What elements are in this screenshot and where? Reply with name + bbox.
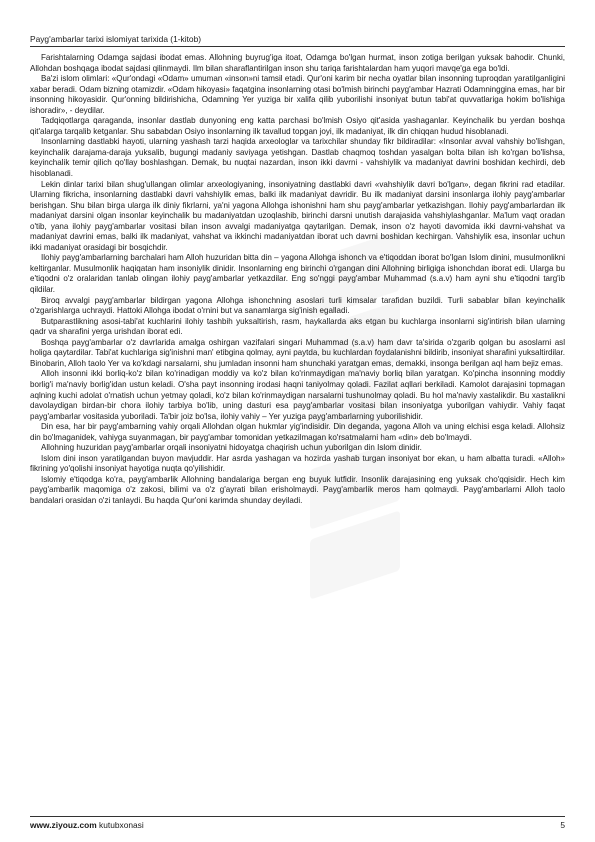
paragraph: Din esa, har bir payg'ambarning vahiy orqali Allohdan olgan hukmlar yig'indisidir. Din deganda, yagona Alloh va uning elchisi esga keladi. Allohsiz din bo'lmaganidek, vahiyga suyanmagan, bir payg'ambar tomonidan yetkazilmagan ko'rsatmalarni ham «din» deb bo'lmaydi. <box>30 422 565 442</box>
paragraph: Ilohiy payg'ambarlarning barchalari ham Alloh huzuridan bitta din – yagona Allohga ishonch va e'tiqoddan iborat bo'lgan Islom dinini, musulmonlikni keltirganlar. Musulmonlik haqiqatan ham insoniylik dinidir. Insonlarning eng birinchi o'rgangan dini Allohning birligiga ishonchdan iborat edi. Ularga bu e'tiqodni o'z oralaridan tanlab olingan ilohiy payg'ambarlar yetkazdilar. Eng so'nggi payg'ambar Muhammad (s.a.v) ham ayni shu e'tiqodni targ'ib qildilar. <box>30 253 565 295</box>
page-footer <box>30 820 144 830</box>
header-divider <box>30 46 565 47</box>
running-header: Payg'ambarlar tarixi islomiyat tarixida (1-kitob) <box>30 34 202 44</box>
paragraph: Ba'zi islom olimlari: «Qur'ondagi «Odam» umuman «inson»ni tamsil etadi. Qur'oni karim bir necha oyatlar bilan insonning tuproqdan yaratilganligini xabar beradi. Odam bizning otamizdir. «Odam hikoyasi» faqatgina insonlarning otasi bo'lmish birinchi payg'ambar Hazrati Odamninggina emas, har bir insonning hikoyasidir. Qur'onning bildirishicha, Odamning Yer yuziga bir xalifa qilib yuborilishi insoniyat butun tabi'at quvvatlariga hokim bo'lishiga ishoradir», - deydilar. <box>30 74 565 115</box>
paragraph: Biroq avvalgi payg'ambarlar bildirgan yagona Allohga ishonchning asoslari turli kimsalar tarafidan buzildi. Turli sabablar bilan keyinchalik o'zgarishlarga uchraydi. Hattoki Allohga ibodat o'rnini but va sanamlarga sig'inish egalladi. <box>30 295 565 316</box>
paragraph: Islom dini inson yaratilgandan buyon mavjuddir. Har asrda yashagan va hozirda yashab turgan insoniyat bor ekan, u ham albatta turadi. «Alloh» fikrining yo'qolishi insoniyat hayotiga nuqta qo'yilishidir. <box>30 453 565 474</box>
paragraph: Lekin dinlar tarixi bilan shug'ullangan olimlar arxeologiyaning, insoniyatning dastlabki davri «vahshiylik davri bo'lgan», degan fikrini rad etadilar. Ularning fikricha, insonlarning dastlabki davri vahshiylik emas, balki ilk madaniyat davridir. Bu ilk madaniyat darsini insonlarga ilohiy payg'ambarlar berishgan. Shu bilan birga ularga ilk diniy fikrlarni, ya'ni yagona Allohga ishonishni ham shu payg'ambarlar yetkazishgan. Ilohiy payg'ambarlardan ilk madaniyat darsini olgan insonlar keyinchalik bu madaniyatdan uzoqlashib, birinchi darsni unutish darajasida vahshiylashganlar. Ma'lum vaqt oradan o'tib, yana ilohiy payg'ambarlar vositasi bilan inson avvalgi madaniyatga qaytarilgan. Demak, inson o'z hayoti davomida ikki davrni-vahshat va madaniyat davrini emas, balki ilk madaniyat, vahshat va ikkinchi madaniyatdan iborat uch davrni boshidan kechirgan. Vahshiylik esa, insonlar uchun ikki madaniyat orasidagi bir bosqichdir. <box>30 179 565 252</box>
paragraph: Tadqiqotlarga qaraganda, insonlar dastlab dunyoning eng katta parchasi bo'lmish Osiyo qit'asida yashaganlar. Keyinchalik bu yerdan boshqa qit'alarga tarqalib ketganlar. Shu sababdan Osiyo insonlarning ilk tavallud topgan joyi, ilk madaniyat, ilk din chiqqan hudud hisoblanadi. <box>30 116 565 136</box>
paragraph: Allohning huzuridan payg'ambarlar orqali insoniyatni hidoyatga chaqirish uchun yuborilgan din Islom dinidir. <box>41 443 422 453</box>
page-body <box>30 53 565 507</box>
page-number: 5 <box>560 820 565 830</box>
paragraph: Alloh insonni ikki borliq-ko'z bilan ko'rinadigan moddiy va ko'z bilan ko'rinmaydigan ma'naviy borliq bilan yaratgan. Ko'pincha insonning moddiy borlig'i ma'naviy borlig'idan ustun keladi. O'sha payt insonning irodasi haqni taniyolmay qoladi. Fazilat aqllari berkiladi. Kamolot darajasini topmagan aqlning kuchi adolat o'rnatish uchun yetmay qoladi, ko'z bilan ko'rinmaydigan narsalarni tushunolmay qoladi. Bu hol ma'naviy xastalikdir. Bu xastalikni davolaydigan birdan-bir chora ilohiy tarbiya bo'lib, uning dasturi esa payg'ambarlar vositasi bilan insoniyatga yuborilgan vahiydir. Vahiy faqat payg'ambarlar vositasida yuboriladi. Ta'bir joiz bo'lsa, ilohiy vahiy – Yer yuziga payg'ambarlarning yuborilishidir. <box>30 369 565 421</box>
paragraph: Boshqa payg'ambarlar o'z davrlarida amalga oshirgan vazifalari singari Muhammad (s.a.v) ham davr ta'sirida o'zgarib qolgan bu asoslarni asl holiga qaytardilar. Tabi'at kuchlariga sig'inishni man' etibgina qolmay, ayni paytda, bu kuchlardan foydalanishni bildirib, insoniyat sharafini yuksaltirdilar. Binobarin, Alloh taolo Yer va ko'kdagi narsalarni, shu jumladan insonni ham shunchaki yaratgan emas, demakki, insonga berilgan aql ham bejiz emas. <box>30 337 565 368</box>
paragraph: Islomiy e'tiqodga ko'ra, payg'ambarlik Allohning bandalariga bergan eng buyuk lutfidir. Insonlik darajasining eng yuksak cho'qqisidir. Hech kim payg'ambarlik maqomiga o'z zakosi, bilimi va o'z g'ayrati bilan erisholmaydi. Payg'ambarlik meros ham qolmaydi. Payg'ambarlarni Alloh taolo bandalari orasidan o'zi tanlaydi. Bu haqda Qur'oni karimda shunday deyiladi. <box>30 474 565 505</box>
paragraph: Butparastlikning asosi-tabi'at kuchlarini ilohiy tashbih yuksaltirish, rasm, haykallarda aks etgan bu kuchlarga insonlarni sig'intirish bilan ularning qadr va sharafini yerga urishdan iborat edi. <box>30 316 565 337</box>
footer-label: kutubxonasi <box>99 820 144 830</box>
footer-divider <box>30 816 565 817</box>
paragraph: Farishtalarning Odamga sajdasi ibodat emas. Allohning buyrug'iga itoat, Odamga bo'lgan hurmat, inson zotiga berilgan yuksak bahodir. Chunki, Allohdan boshqaga ibodat sajdasi qilinmaydi. Ilm bilan sharaflantirilgan inson shu tariqa farishtalardan ham yuqori mavqe'ga ega bo'ldi. <box>30 53 565 73</box>
paragraph: Insonlarning dastlabki hayoti, ularning yashash tarzi haqida arxeologlar va tarixchilar shunday fikr bildiradilar: «Insonlar avval vahshiy bo'lishgan, keyinchalik darajama-daraja yuksalib, bugungi madaniy saviyaga yetishgan. Dastlab chaqmoq toshdan yasalgan bolta bilan ish ko'rgan bo'lishsa, keyinchalik temir qilich qo'llay boshlashgan. Demak, bu nuqtai nazardan, inson ikki davrni - vahshiylik va madaniyat davrini boshidan kechirdi, deb hisoblanadi. <box>30 137 565 179</box>
site-link[interactable]: www.ziyouz.com <box>30 820 97 830</box>
